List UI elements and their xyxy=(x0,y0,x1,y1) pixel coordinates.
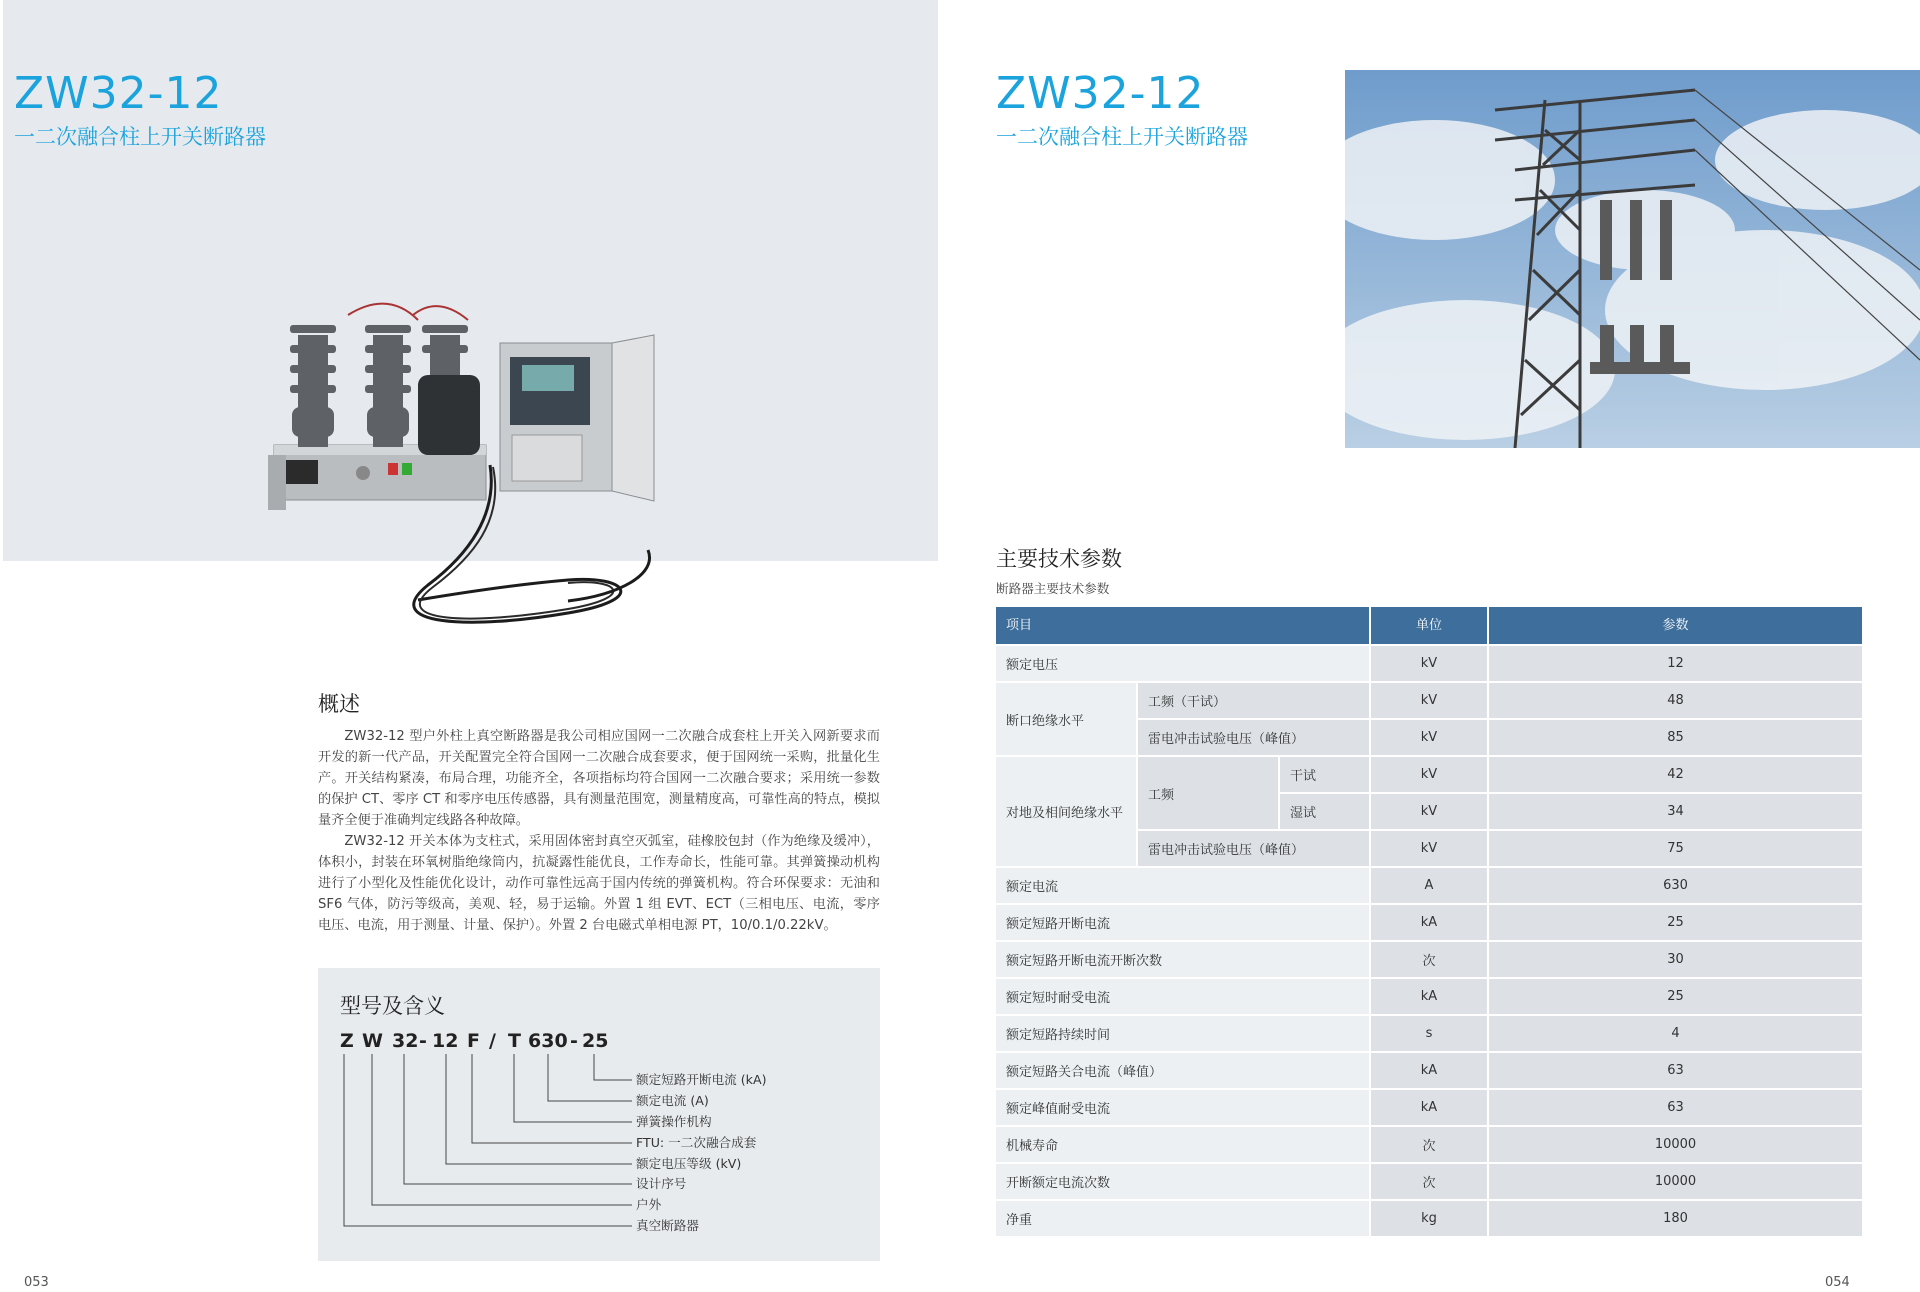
table-cell-sub: 雷电冲击试验电压（峰值） xyxy=(1138,720,1369,755)
table-cell-item: 额定峰值耐受电流 xyxy=(996,1090,1369,1125)
code-part-dash-1: - xyxy=(419,1030,427,1052)
legend-breaking-current: 额定短路开断电流 (kA) xyxy=(636,1072,767,1087)
page-number-right: 054 xyxy=(1825,1275,1850,1290)
table-cell-subsub: 干试 xyxy=(1280,757,1369,792)
table-cell-value: 75 xyxy=(1489,831,1862,866)
code-part-630: 630 xyxy=(528,1030,568,1052)
overview-text xyxy=(318,726,880,936)
table-cell-item: 额定电流 xyxy=(996,868,1369,903)
code-part-32: 32 xyxy=(392,1030,419,1052)
table-cell-group: 对地及相间绝缘水平 xyxy=(996,757,1136,866)
table-cell-unit: A xyxy=(1371,868,1487,903)
right-page-subtitle: 一二次融合柱上开关断路器 xyxy=(996,125,1248,149)
table-cell-subsub: 湿试 xyxy=(1280,794,1369,829)
legend-ftu: FTU: 一二次融合成套 xyxy=(636,1135,757,1150)
table-cell-unit: s xyxy=(1371,1016,1487,1051)
table-cell-unit: 次 xyxy=(1371,1127,1487,1162)
legend-outdoor: 户外 xyxy=(636,1197,662,1212)
page-title: ZW32-12 xyxy=(14,68,223,119)
code-part-slash: / xyxy=(489,1030,496,1052)
table-cell-unit: kA xyxy=(1371,1053,1487,1088)
model-code-leader-lines xyxy=(330,1052,640,1232)
legend-design-number: 设计序号 xyxy=(636,1176,687,1191)
power-pole-photo xyxy=(1345,70,1920,448)
code-part-w: W xyxy=(362,1030,383,1052)
legend-vacuum-breaker: 真空断路器 xyxy=(636,1218,699,1233)
table-cell-value: 63 xyxy=(1489,1053,1862,1088)
table-cell-value: 34 xyxy=(1489,794,1862,829)
table-cell-item: 净重 xyxy=(996,1201,1369,1236)
legend-voltage-class: 额定电压等级 (kV) xyxy=(636,1156,742,1171)
table-cell-unit: kV xyxy=(1371,646,1487,681)
table-cell-unit: kV xyxy=(1371,720,1487,755)
table-cell-sub: 雷电冲击试验电压（峰值） xyxy=(1138,831,1369,866)
table-cell-value: 180 xyxy=(1489,1201,1862,1236)
header-unit: 单位 xyxy=(1371,607,1487,644)
table-cell-value: 4 xyxy=(1489,1016,1862,1051)
table-cell-value: 25 xyxy=(1489,979,1862,1014)
code-part-25: 25 xyxy=(582,1030,609,1052)
table-cell-group: 断口绝缘水平 xyxy=(996,683,1136,755)
table-cell-item: 额定短路开断电流开断次数 xyxy=(996,942,1369,977)
right-page-title: ZW32-12 xyxy=(996,68,1205,119)
table-cell-item: 额定短时耐受电流 xyxy=(996,979,1369,1014)
overview-title: 概述 xyxy=(318,692,360,716)
table-cell-unit: kA xyxy=(1371,1090,1487,1125)
table-cell-value: 630 xyxy=(1489,868,1862,903)
table-cell-sub: 工频 xyxy=(1138,757,1278,829)
legend-spring-mechanism: 弹簧操作机构 xyxy=(636,1114,712,1129)
code-part-f: F xyxy=(467,1030,480,1052)
code-part-dash-2: - xyxy=(570,1030,578,1052)
table-cell-value: 63 xyxy=(1489,1090,1862,1125)
code-part-z: Z xyxy=(340,1030,354,1052)
table-cell-item: 额定短路持续时间 xyxy=(996,1016,1369,1051)
table-cell-item: 额定短路开断电流 xyxy=(996,905,1369,940)
page-number-left: 053 xyxy=(24,1275,49,1290)
table-cell-unit: kV xyxy=(1371,757,1487,792)
table-cell-unit: kV xyxy=(1371,831,1487,866)
header-value: 参数 xyxy=(1489,607,1862,644)
legend-rated-current: 额定电流 (A) xyxy=(636,1093,709,1108)
table-cell-unit: kA xyxy=(1371,905,1487,940)
table-cell-value: 30 xyxy=(1489,942,1862,977)
table-cell-sub: 工频（干试） xyxy=(1138,683,1369,718)
table-cell-value: 42 xyxy=(1489,757,1862,792)
page-subtitle: 一二次融合柱上开关断路器 xyxy=(14,125,266,149)
model-meaning-title: 型号及含义 xyxy=(340,994,445,1018)
table-cell-item: 机械寿命 xyxy=(996,1127,1369,1162)
table-cell-unit: kg xyxy=(1371,1201,1487,1236)
table-cell-value: 12 xyxy=(1489,646,1862,681)
circuit-breaker-product-image xyxy=(268,295,758,630)
overview-paragraph-2: ZW32-12 开关本体为支柱式，采用固体密封真空灭弧室，硅橡胶包封（作为绝缘及缓冲），体积小，封装在环氧树脂绝缘筒内，抗凝露性能优良，工作寿命长，性能可靠。其弹簧操动机构进行了小型化及性能优化设计，动作可靠性远高于国内传统的弹簧机构。符合环保要求：无油和 SF6 气体，防污等级高，美观、轻，易于运输。外置 1 组 EVT、ECT（三相电压、电流，零序电压、电流，用于测量、计量、保护）。外置 2 台电磁式单相电源 PT，10/0.1/0.22kV。 xyxy=(318,834,880,933)
table-cell-item: 开断额定电流次数 xyxy=(996,1164,1369,1199)
header-item: 项目 xyxy=(996,607,1369,644)
table-cell-value: 48 xyxy=(1489,683,1862,718)
table-cell-unit: kV xyxy=(1371,794,1487,829)
table-cell-item: 额定短路关合电流（峰值） xyxy=(996,1053,1369,1088)
table-cell-value: 10000 xyxy=(1489,1164,1862,1199)
tech-params-title: 主要技术参数 xyxy=(996,547,1122,571)
table-cell-unit: 次 xyxy=(1371,942,1487,977)
tech-params-subtitle: 断路器主要技术参数 xyxy=(996,581,1110,596)
code-part-12: 12 xyxy=(432,1030,459,1052)
table-cell-value: 85 xyxy=(1489,720,1862,755)
code-part-t: T xyxy=(508,1030,521,1052)
table-cell-value: 25 xyxy=(1489,905,1862,940)
table-cell-unit: 次 xyxy=(1371,1164,1487,1199)
overview-paragraph-1: ZW32-12 型户外柱上真空断路器是我公司相应国网一二次融合成套柱上开关入网新要求而开发的新一代产品，开关配置完全符合国网一二次融合成套要求，便于国网统一采购，批量化生产。开关结构紧凑，布局合理，功能齐全，各项指标均符合国网一二次融合要求；采用统一参数的保护 CT、零序 CT 和零序电压传感器，具有测量范围宽，测量精度高，可靠性高的特点，模拟量齐全便于准确判定线路各种故障。 xyxy=(318,729,880,828)
table-cell-item: 额定电压 xyxy=(996,646,1369,681)
table-cell-value: 10000 xyxy=(1489,1127,1862,1162)
table-cell-unit: kA xyxy=(1371,979,1487,1014)
table-cell-unit: kV xyxy=(1371,683,1487,718)
